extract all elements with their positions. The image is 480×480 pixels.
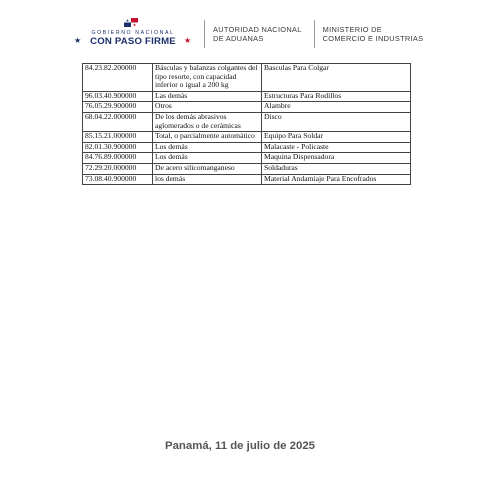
tariff-code-cell: 96.03.40.900000: [83, 91, 153, 102]
star-icon: ★: [74, 36, 82, 45]
panama-flag-icon: [124, 18, 138, 27]
description-cell: Total, o parcialmente automático: [153, 132, 262, 143]
header-divider: [314, 20, 315, 48]
tariff-code-cell: 84.76.89.000000: [83, 153, 153, 164]
product-cell: Malacaste - Policaste: [262, 142, 411, 153]
tariff-code-cell: 85.15.21.000000: [83, 132, 153, 143]
table-row: [83, 153, 411, 164]
description-cell: Los demás: [153, 153, 262, 164]
org-aduanas: [213, 25, 302, 43]
description-cell: De los demás abrasivos aglomerados o de cerámicas: [153, 112, 262, 131]
org-aduanas-line-2: DE ADUANAS: [213, 34, 264, 43]
table-row: [83, 142, 411, 153]
star-icon: ★: [184, 36, 192, 45]
tariff-code-cell: 82.01.30.900000: [83, 142, 153, 153]
product-cell: Soldaduras: [262, 163, 411, 174]
product-cell: Maquina Dispensadora: [262, 153, 411, 164]
table-row: [83, 102, 411, 113]
description-cell: Las demás: [153, 91, 262, 102]
tariff-code-cell: 73.08.40.900000: [83, 174, 153, 185]
table-row: [83, 91, 411, 102]
org-comercio-line-1: MINISTERIO DE: [322, 25, 382, 34]
tariff-table: [82, 63, 411, 185]
page-header: [74, 18, 423, 50]
header-divider: [204, 20, 205, 48]
table-row: [83, 64, 411, 92]
tariff-table-body: [83, 64, 411, 185]
logo-line-2: CON PASO FIRME: [90, 36, 176, 47]
product-cell: Disco: [262, 112, 411, 131]
org-comercio: [323, 25, 424, 43]
product-cell: Estructuras Para Rodillos: [262, 91, 411, 102]
logo-line-1: GOBIERNO NACIONAL: [91, 30, 175, 36]
tariff-code-cell: 68.04.22.000000: [83, 112, 153, 131]
footer-date: Panamá, 11 de julio de 2025: [164, 440, 316, 452]
description-cell: Básculas y balanzas colgantes del tipo resorte, con capacidad inferior o igual a 200 kg: [153, 64, 262, 92]
org-comercio-line-2: COMERCIO E INDUSTRIAS: [322, 34, 424, 43]
table-row: [83, 174, 411, 185]
table-row: [83, 112, 411, 131]
description-cell: los demás: [153, 174, 262, 185]
description-cell: Los demás: [153, 142, 262, 153]
tariff-code-cell: 84.23.82.200000: [83, 64, 153, 92]
description-cell: Otros: [153, 102, 262, 113]
product-cell: Material Andamiaje Para Encofrados: [262, 174, 411, 185]
table-row: [83, 163, 411, 174]
product-cell: Basculas Para Colgar: [262, 64, 411, 92]
org-aduanas-line-1: AUTORIDAD NACIONAL: [213, 25, 302, 34]
product-cell: Equipo Para Soldar: [262, 132, 411, 143]
tariff-code-cell: 72.29.20.000000: [83, 163, 153, 174]
description-cell: De acero silicomanganeso: [153, 163, 262, 174]
product-cell: Alambre: [262, 102, 411, 113]
table-row: [83, 132, 411, 143]
gobierno-nacional-logo: [74, 18, 192, 50]
tariff-code-cell: 76.05.29.900000: [83, 102, 153, 113]
